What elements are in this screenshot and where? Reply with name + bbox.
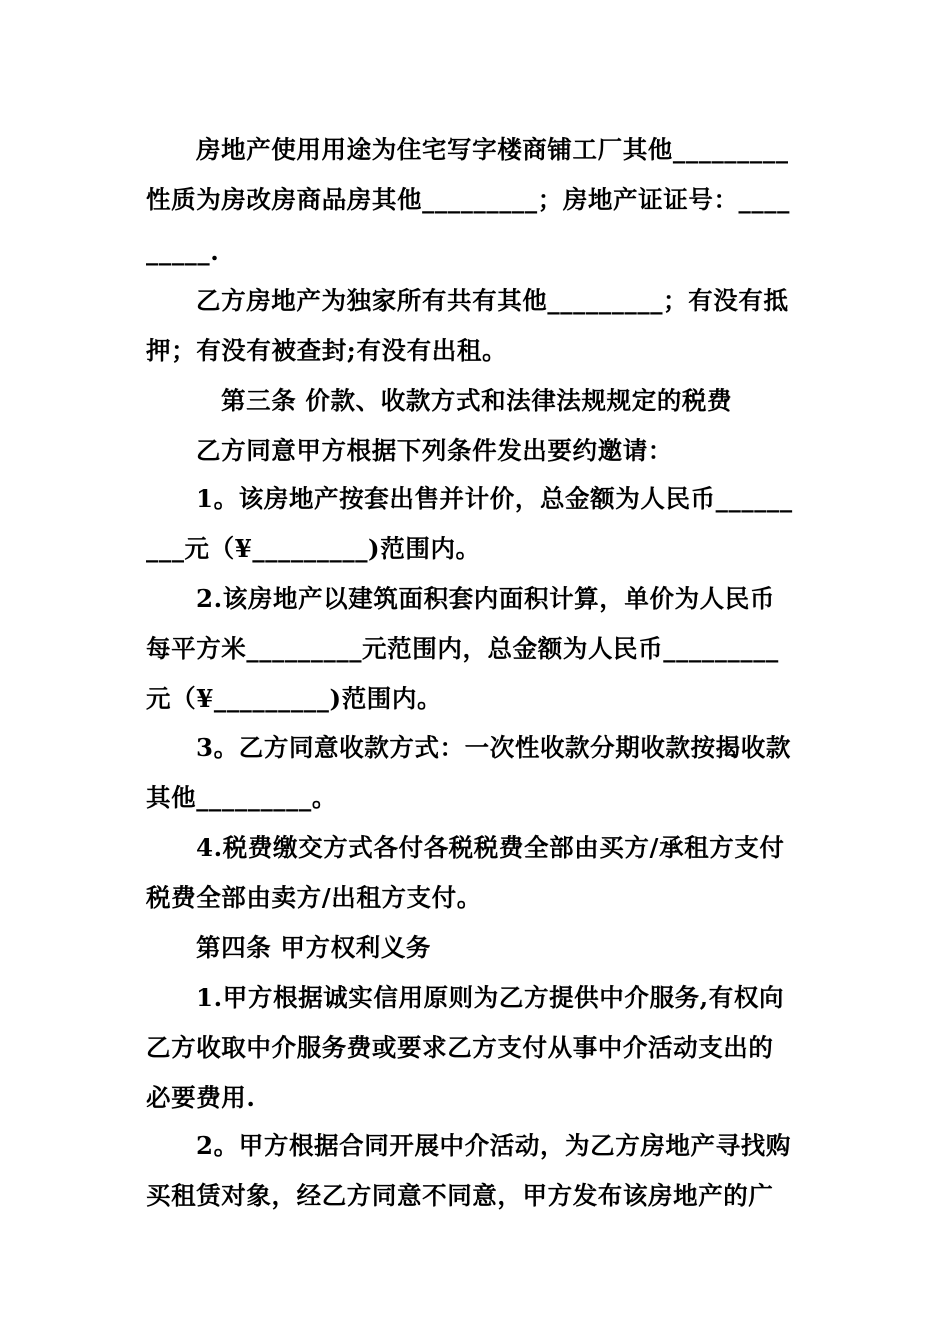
article-heading: 第四条 甲方权利义务 bbox=[196, 933, 432, 962]
text-line: 2。甲方根据合同开展中介活动，为乙方房地产寻找购 bbox=[196, 1131, 791, 1160]
text-line: 必要费用. bbox=[146, 1083, 256, 1112]
text-line: 每平方米_________元范围内，总金额为人民币_________ bbox=[146, 634, 779, 663]
text-line: 元（¥_________)范围内。 bbox=[146, 684, 443, 713]
text-line: 其他_________。 bbox=[146, 783, 337, 812]
text-line: 房地产使用用途为住宅写字楼商铺工厂其他_________ bbox=[196, 135, 789, 164]
text-line: ___元（¥_________)范围内。 bbox=[146, 534, 481, 563]
text-line: 性质为房改房商品房其他_________；房地产证证号：____ bbox=[146, 185, 790, 214]
text-line: 3。乙方同意收款方式：一次性收款分期收款按揭收款 bbox=[196, 733, 791, 762]
text-line: 买租赁对象，经乙方同意不同意，甲方发布该房地产的广 bbox=[146, 1181, 774, 1210]
text-line: 2.该房地产以建筑面积套内面积计算，单价为人民币 bbox=[196, 584, 775, 613]
text-line: 4.税费缴交方式各付各税税费全部由买方/承租方支付 bbox=[196, 833, 785, 862]
text-line: 押；有没有被查封;有没有出租。 bbox=[146, 336, 508, 365]
text-line: 税费全部由卖方/出租方支付。 bbox=[146, 883, 482, 912]
text-line: 乙方同意甲方根据下列条件发出要约邀请： bbox=[196, 436, 673, 465]
text-line: _____. bbox=[146, 237, 220, 266]
text-line: 1。该房地产按套出售并计价，总金额为人民币______ bbox=[196, 484, 793, 513]
article-heading: 第三条 价款、收款方式和法律法规规定的税费 bbox=[221, 386, 733, 415]
text-line: 1.甲方根据诚实信用原则为乙方提供中介服务,有权向 bbox=[196, 983, 785, 1012]
text-line: 乙方房地产为独家所有共有其他_________；有没有抵 bbox=[196, 286, 789, 315]
text-line: 乙方收取中介服务费或要求乙方支付从事中介活动支出的 bbox=[146, 1033, 774, 1062]
